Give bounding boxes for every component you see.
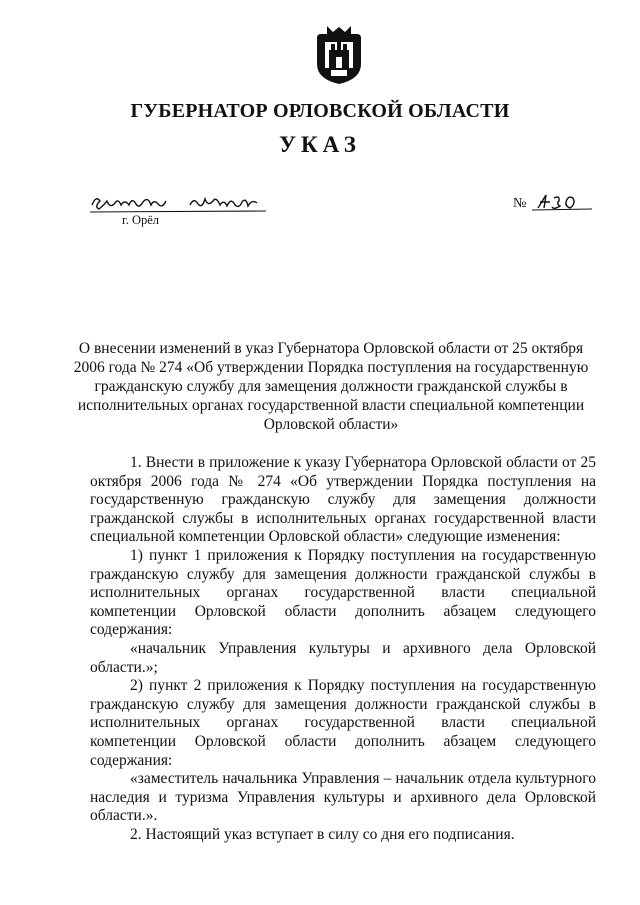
paragraph-4: 2) пункт 2 приложения к Порядку поступления на государственную гражданскую службу для замещения должности гражданской службы в исполнительных органах государственной власти специальной компетенции Орловской области дополнить абзацем следующего содержания: (90, 677, 596, 769)
paragraph-3: «начальник Управления культуры и архивного дела Орловской области.»; (90, 639, 596, 676)
document-title: О внесении изменений в указ Губернатора Орловской области от 25 октября 2006 года № 274 «Об утверждении Порядка поступления на государственную гражданскую службу для замещения должности гражданской службы в исполнительных органах государственной власти специальной компетенции Орловской области» (73, 340, 589, 433)
document-type-heading: УКАЗ (279, 132, 361, 157)
paragraph-6: 2. Настоящий указ вступает в силу со дня его подписания. (130, 825, 515, 843)
number-label: № (513, 196, 527, 211)
document-body (90, 454, 596, 844)
paragraph-1: 1. Внести в приложение к указу Губернатора Орловской области от 25 октября 2006 года № 274 «Об утверждении Порядка поступления на государственную гражданскую службу для замещения должности гражданской службы в исполнительных органах государственной власти специальной компетенции Орловской области» следующие изменения: (90, 454, 596, 546)
paragraph-5: «заместитель начальника Управления – начальник отдела культурного наследия и туризма Управления культуры и архивного дела Орловской области.». (90, 770, 596, 825)
coat-of-arms-emblem (313, 24, 365, 86)
handwritten-date-signature (90, 193, 266, 213)
city-label: г. Орёл (122, 213, 160, 227)
authority-heading: ГУБЕРНАТОР ОРЛОВСКОЙ ОБЛАСТИ (130, 100, 510, 122)
paragraph-2: 1) пункт 1 приложения к Порядку поступления на государственную гражданскую службу для замещения должности гражданской службы в исполнительных органах государственной власти специальной компетенции Орловской области дополнить абзацем следующего содержания: (90, 546, 596, 639)
handwritten-number (532, 192, 592, 212)
